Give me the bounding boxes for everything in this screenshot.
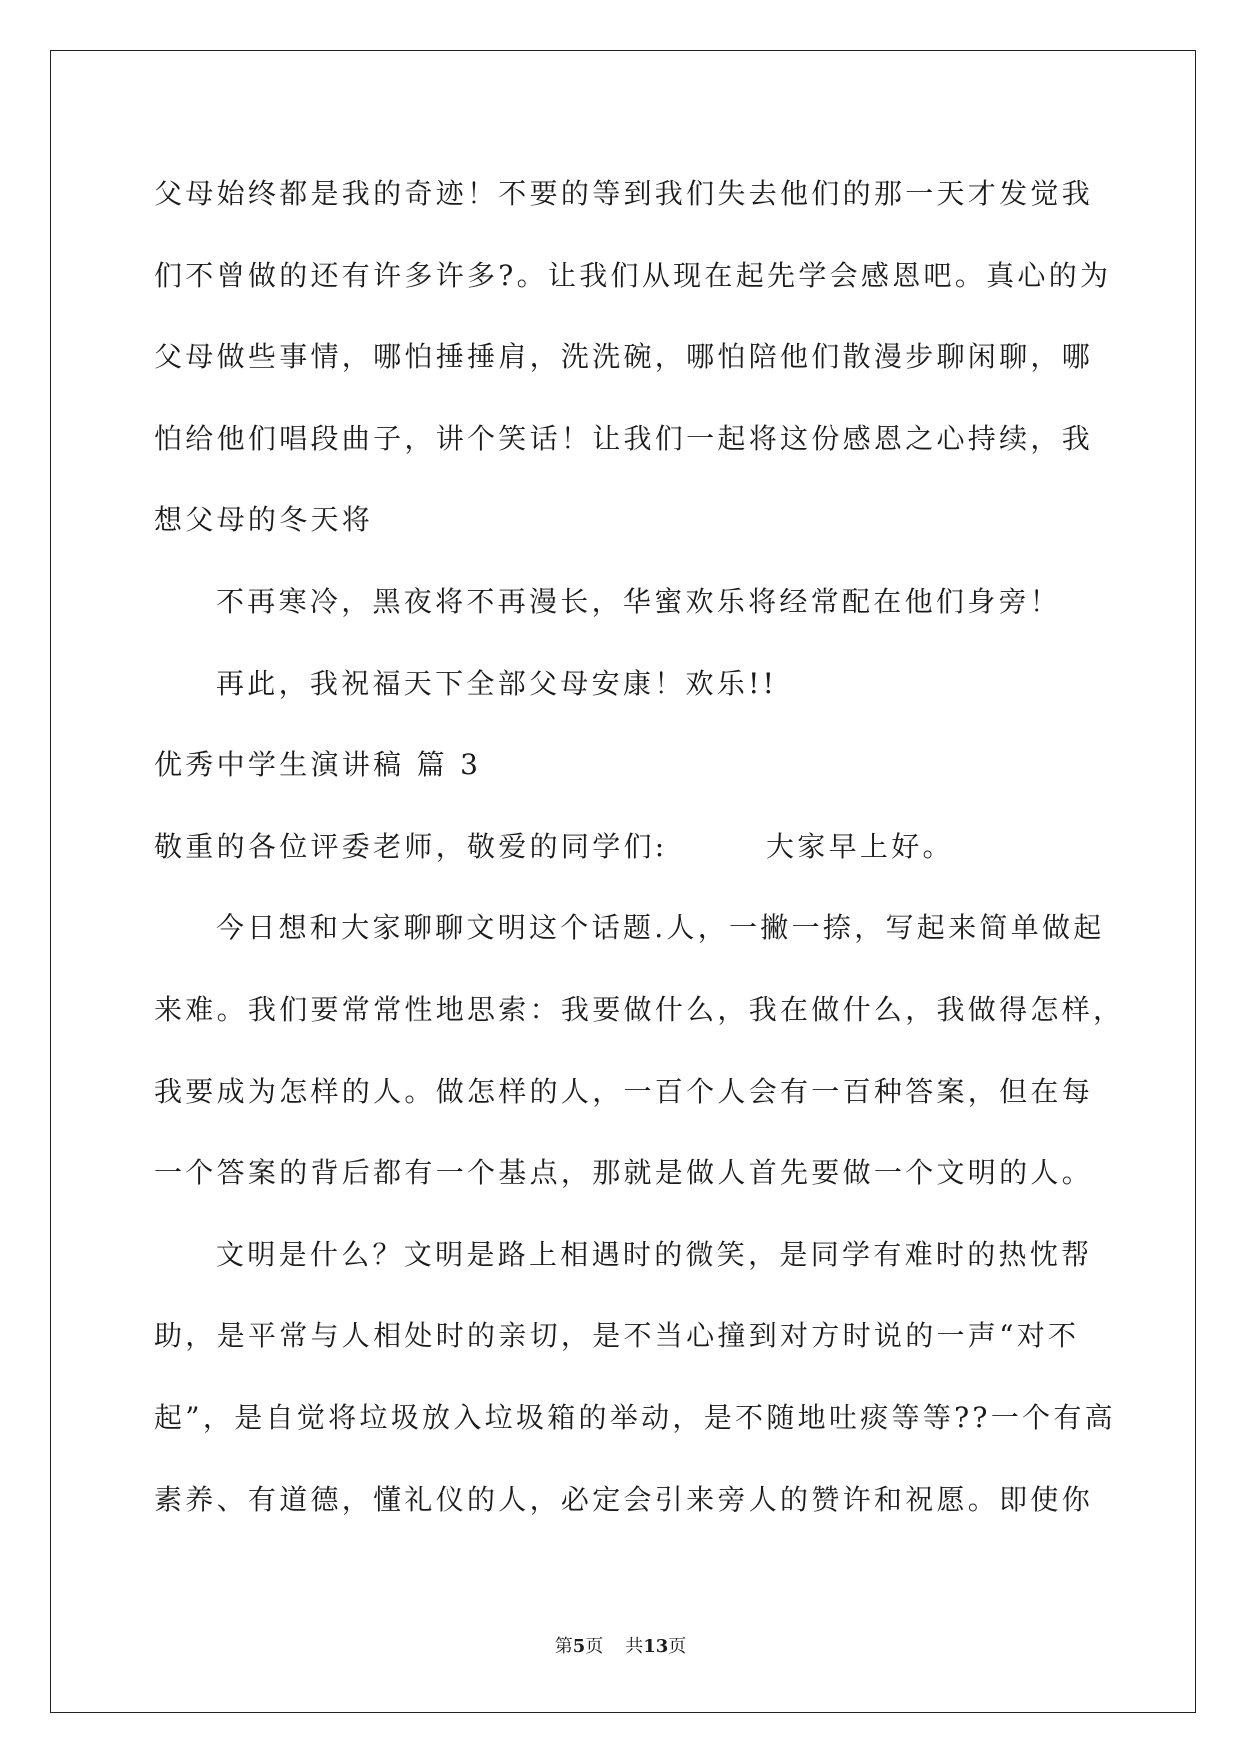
text-line: 想父母的冬天将 xyxy=(154,503,374,537)
text-line: 文明是什么？文明是路上相遇时的微笑，是同学有难时的热忱帮 xyxy=(216,1237,1093,1271)
text-line: 今日想和大家聊聊文明这个话题.人，一撇一捺，写起来简单做起 xyxy=(216,911,1105,945)
current-page-number: 5 xyxy=(572,1636,586,1657)
text-line: 们不曾做的还有许多许多?。让我们从现在起先学会感恩吧。真心的为 xyxy=(154,258,1112,292)
paragraph-line: 再此，我祝福天下全部父母安康！欢乐!! xyxy=(216,666,778,700)
total-pages-suffix: 页 xyxy=(668,1636,687,1657)
salutation-line xyxy=(154,806,1184,888)
text-line: 父母始终都是我的奇迹！不要的等到我们失去他们的那一天才发觉我 xyxy=(154,177,1094,210)
paragraph-line: 不再寒冷，黑夜将不再漫长，华蜜欢乐将经常配在他们身旁！ xyxy=(216,584,1062,618)
text-line: 素养、有道德，懂礼仪的人，必定会引来旁人的赞许和祝愿。即使你 xyxy=(154,1482,1094,1516)
text-line: 起”，是自觉将垃圾放入垃圾箱的举动，是不随地吐痰等等??一个有高 xyxy=(154,1400,1116,1434)
document-body xyxy=(154,153,1184,1540)
text-line: 我要成为怎样的人。做怎样的人，一百个人会有一百种答案，但在每 xyxy=(154,1074,1094,1108)
text-line: 一个答案的背后都有一个基点，那就是做人首先要做一个文明的人。 xyxy=(154,1156,1094,1190)
text-line: 助，是平常与人相处时的亲切，是不当心撞到对方时说的一声“对不 xyxy=(154,1319,1080,1353)
page-footer xyxy=(0,1634,1241,1660)
section-heading: 优秀中学生演讲稿 篇 3 xyxy=(154,748,482,782)
salutation: 敬重的各位评委老师，敬爱的同学们: xyxy=(154,829,668,863)
text-line: 父母做些事情，哪怕捶捶肩，洗洗碗，哪怕陪他们散漫步聊闲聊，哪 xyxy=(154,340,1094,374)
current-page-prefix: 第 xyxy=(554,1636,573,1657)
total-pages xyxy=(625,1636,686,1657)
current-page-suffix: 页 xyxy=(585,1636,604,1657)
greeting: 大家早上好。 xyxy=(766,829,954,863)
current-page xyxy=(555,1636,604,1657)
text-line: 怕给他们唱段曲子，讲个笑话！让我们一起将这份感恩之心持续，我 xyxy=(154,421,1094,455)
total-pages-prefix: 共 xyxy=(625,1636,644,1657)
text-line: 来难。我们要常常性地思索：我要做什么，我在做什么，我做得怎样， xyxy=(154,992,1125,1026)
total-pages-number: 13 xyxy=(643,1636,669,1657)
